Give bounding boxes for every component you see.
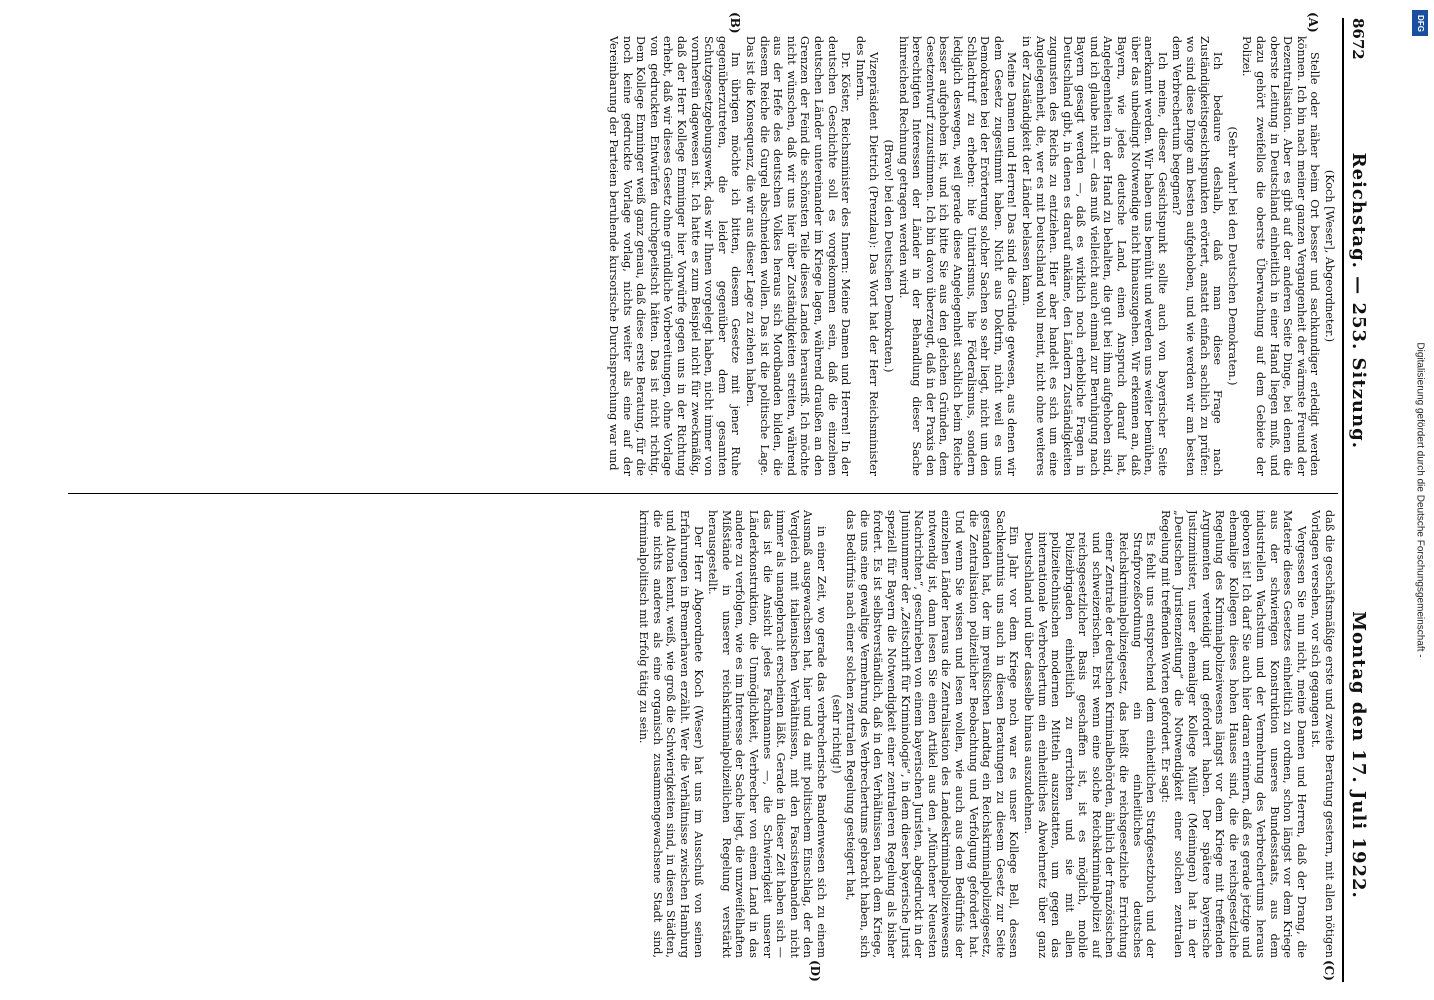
paragraph: in einer Zeit, wo gerade das verbrecherische Bandenwesen sich zu einem Ausmaß ausgewachsen hat, hier und da mit politischem Einschlag, der den Vergleich mit italienischen Verhältnissen, mit den Fascistenbanden nicht immer als unangebracht erscheinen läßt. Gerade in dieser Zeit haben sich — das ist die Ansicht jedes Fachmannes —, die Schwierigkeit unserer Länderkonstruktion, die Unmöglichkeit, Verbrecher von einem Land in das andere zu verfolgen, wie es im Interesse der Sache liegt, die unzweifelhaften Mißstände in unserer reichskriminalpolizeilichen Regelung verstärkt herausgestellt.	[706, 510, 829, 958]
digitization-sidebar	[1408, 0, 1432, 1000]
margin-marker-a: (A)	[1306, 12, 1320, 33]
paragraph: Ein Jahr vor dem Kriege noch war es unser Kollege Bell, dessen Sachkenntnis uns auch in diesen Beratungen zu diesem Gesetz zur Seite gestanden hat, der im preußischen Landtag ein Reichskriminalpolizeigesetz, die Zentralisation polizeilicher Beobachtung und Verfolgung gefordert hat. Und wenn Sie wissen und lesen wollen, wie auch aus dem Bedürfnis der einzelnen Länder heraus die Zentralisation des Landeskriminalpolizeiwesens notwendig ist, dann lesen Sie einen Artikel aus den „Münchener Neuesten Nachrichten“, geschrieben von einem bayerischen Juristen, abgedruckt in der Juninummer der „Zeitschrift für Kriminologie“, in dem dieser bayerische Jurist speziell für Bayern die Notwendigkeit einer zentraleren Regelung als bisher fordert. Es ist selbstverständlich, daß in den Verhältnissen nach dem Kriege, die uns eine gewaltige Vermehrung des Verbrechertums gebracht haben, sich das Bedürfnis nach einer solchen zentralen Regelung gesteigert hat,	[844, 510, 1021, 958]
paragraph: Meine Damen und Herren! Das sind die Gründe gewesen, aus denen wir dem Gesetz zugestimmt haben. Nicht aus Doktrin, nicht weil es uns Demokraten bei der Erörterung solcher Sachen so sehr liegt, nicht um den Schlachtruf zu erheben: hie Unitarismus, hie Föderalismus, sondern lediglich deswegen, weil gerade diese Angelegenheit sachlich beim Reiche besser aufgehoben ist, und ich bitte Sie aus den gleichen Gründen, dem Gesetzentwurf zuzustimmen. Ich bin davon überzeugt, daß in der Praxis den berechtigten Interessen der Länder in der Behandlung dieser Sache hinreichend Rechnung getragen werden wird.	[896, 36, 1019, 476]
left-column	[66, 36, 1336, 476]
paragraph: Stelle oder näher beim Ort besser und sachkundiger erledigt werden können. Ich bin nach meiner ganzen Vergangenheit der wärmste Freund der Dezentralisation. Aber es gibt auf der anderen Seite Dinge, bei denen die oberste Leitung in Deutschland einheitlich in einer Hand liegen muß, und dazu gehört zweifellos die oberste Überwachung auf dem Gebiete der Polizei.	[1240, 36, 1322, 476]
document-page	[52, 10, 1382, 990]
paragraph: Im übrigen möchte ich bitten, diesem Gesetze mit jener Ruhe gegenüberzutreten, die leider gegenüber dem gesamten Schutzgesetzgebungswerk, das wir Ihnen vorgelegt haben, nicht immer von vornherein dagewesen ist. Ich hatte es zum Beispiel nicht für zweckmäßig, daß der Herr Kollege Emminger hier Vorwürfe gegen uns in der Richtung erhebt, daß wir dieses Gesetz ohne gründliche Vorbereitungen, ohne Vorlage von gedruckten Entwürfen durchgepeitscht hätten. Das ist nicht richtig. Dem Kollege Emminger weiß ganz genau, daß diese erste Beratung, für die noch keine gedruckte Vorlage vorlag, nichts weiter als eine auf der Vereinbarung der Parteien beruhende kursorische Durchsprechung war und	[607, 36, 743, 476]
page-number: 8672	[1349, 18, 1368, 60]
margin-marker-d: (D)	[808, 960, 822, 982]
quotation: Es fehlt uns entsprechend dem einheitlichen Strafgesetzbuch und der Strafprozeßordnung ein einheitliches deutsches Reichskriminalpolizeigesetz, das heißt die reichsgesetzliche Errichtung einer Zentrale der deutschen Kriminalbehörden, ähnlich der französischen und schweizerischen. Erst wenn eine solche Reichskriminalpolizei auf reichsgesetzlicher Basis geschaffen ist, ist es möglich, mobile Polizeibrigaden einheitlich zu errichten und sie mit allen polizeitechnischen modernen Mitteln auszustatten, um gegen das internationale Verbrechertum ein einheitliches Abwehrnetz über ganz Deutschland und über dasselbe hinaus auszudehnen.	[1021, 532, 1158, 958]
interjection: (Bravo! bei den Deutschen Demokraten.)	[882, 139, 895, 373]
digitization-credit: Digitalisierung gefördert durch die Deutsche Forschungsgemeinschaft -	[1414, 342, 1426, 658]
speaker-line: (Koch [Weser], Abgeordneter.)	[1323, 169, 1336, 343]
paragraph: Vizepräsident Dietrich (Prenzlau): Das Wort hat der Herr Reichsminister des Innern.	[853, 36, 881, 476]
margin-marker-b: (B)	[728, 12, 742, 34]
column-divider	[68, 493, 1338, 494]
paragraph: Ich bedaure deshalb, daß man diese Frage nach Zuständigkeitsgesichtspunkten erörtert, anstatt einfach sachlich zu prüfen: wo sind diese Dinge am besten aufgehoben, und wie werden wir am besten dem Verbrechertum begegnen?	[1170, 36, 1225, 476]
interjection: (Sehr wahr! bei den Deutschen Demokraten.)	[1225, 126, 1239, 386]
margin-marker-c: (C)	[1322, 960, 1336, 981]
header-left-title: Reichstag. — 253. Sitzung.	[1348, 152, 1370, 449]
page-header	[1342, 18, 1374, 982]
paragraph: Der Herr Abgeordnete Koch (Weser) hat uns im Ausschuß von seinen Erfahrungen in Bremerhaven erzählt. Wer die Verhältnisse zwischen Hamburg und Altona kennt, weiß, wie groß die Schwierigkeiten sind, in diesen Städten, die nichts anderes als eine organisch zusammengewachsene Stadt sind, kriminalpolitisch mit Erfolg tätig zu sein.	[637, 510, 705, 958]
paragraph: daß die geschäftsmäßige erste und zweite Beratung gestern, mit allen nötigen Vorlagen versehen, vor sich gegangen ist.	[1309, 510, 1336, 958]
dfg-logo: DFG	[1412, 10, 1428, 36]
right-column	[66, 510, 1336, 958]
paragraph: Ich meine, dieser Gesichtspunkt sollte auch von bayerischer Seite anerkannt werden. Wir haben uns bemüht und werden uns weiter bemühen, über das unbedingt Notwendige nicht hinauszugehen. Wir erkennen an, daß Bayern, wie jedes deutsche Land, einen Anspruch darauf hat, Angelegenheiten in der Hand zu behalten, die gut bei ihm aufgehoben sind, und ich glaube nicht — das muß vielleicht auch einmal zur Beruhigung nach Bayern gesagt werden —, daß es wirklich noch erhebliche Fragen in Deutschland gibt, in denen es darauf ankäme, den Ländern Zuständigkeiten zugunsten des Reichs zu entziehen. Hier aber handelt es sich um eine Angelegenheit, die, wer es mit Deutschland wohl meint, nicht ohne weiteres in der Zuständigkeit der Länder belassen kann.	[1019, 36, 1169, 476]
interjection: (sehr richtig!)	[829, 694, 843, 774]
header-right-title: Montag den 17. Juli 1922.	[1348, 611, 1370, 899]
paragraph: Vergessen Sie nun nicht, meine Damen und Herren, daß der Drang, die Materie dieses Gesetzes einheitlich zu ordnen, schon längst vor dem Kriege aus der schwierigen Konstruktion unseres Bundesstaats, aus dem industriellen Wachstum und der Vermehrung des Verbrechertums heraus geboren ist! Ich darf Sie auch hier daran erinnern, daß es gerade jetzige und ehemalige Kollegen dieses hohen Hauses sind, die die reichsgesetzliche Regelung des Kriminalpolizeiwesens längst vor dem Kriege mit treffenden Argumenten verteidigt und gefordert haben. Der spätere bayerische Justizminister, unser ehemaliger Kollege Müller (Meiningen) hat in der „Deutschen Juristenzeitung“ die Notwendigkeit einer solchen zentralen Regelung mit treffenden Worten gefordert. Er sagt:	[1158, 510, 1308, 958]
paragraph: Dr. Köster, Reichsminister des Innern: Meine Damen und Herren! In der deutschen Geschichte soll es vorgekommen sein, daß die einzelnen deutschen Länder untereinander im Kriege lagen, während draußen an den Grenzen der Feind die schönsten Teile dieses Landes herausriß. Ich möchte nicht wünschen, daß wir uns hier über Zuständigkeiten streiten, während aus der Hefe des deutschen Volkes heraus sich Mordbanden bilden, die diesem Reiche die Gurgel abschneiden wollen. Das ist die politische Lage. Das ist die Konsequenz, die wir aus dieser Lage zu ziehen haben.	[744, 36, 853, 476]
